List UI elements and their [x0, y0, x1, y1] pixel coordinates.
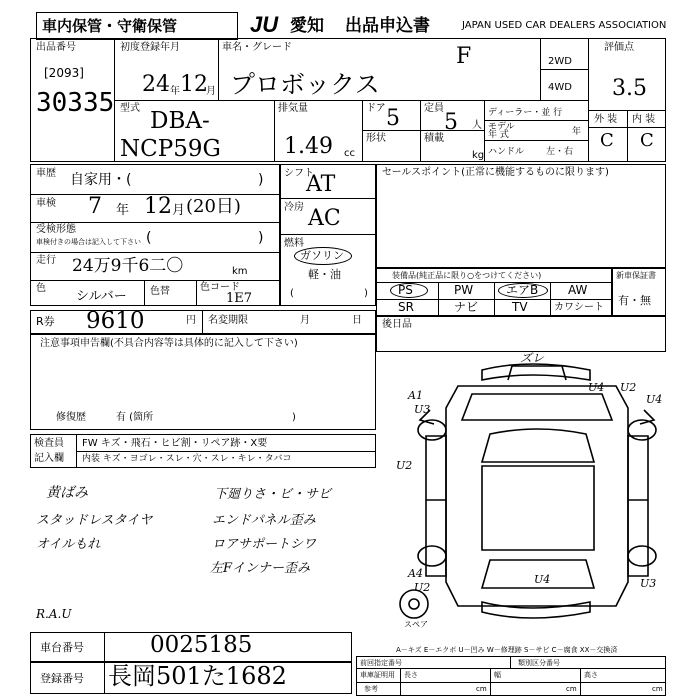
- name-change-label: 名変期限: [208, 315, 248, 326]
- drive-4wd: 4WD: [548, 82, 572, 93]
- equip-pw: PW: [454, 283, 474, 297]
- inspection-label: 車検: [36, 198, 56, 209]
- model-year-label: モデル: [488, 122, 515, 132]
- history-label: 車歴: [36, 168, 56, 179]
- remark-left-1: 黄ばみ: [46, 485, 88, 501]
- inspection-year-unit: 年: [116, 203, 130, 218]
- mileage-unit: km: [232, 266, 248, 277]
- remark-left-2: スタッドレスタイヤ: [36, 513, 153, 528]
- storage-title: 車内保管・守衛保管: [42, 17, 178, 35]
- mark-u2-left: U2: [396, 459, 413, 472]
- equip-tv: TV: [512, 300, 528, 314]
- chassis-value: 0025185: [150, 632, 253, 658]
- mark-a4: A4: [408, 567, 423, 580]
- org-name: 愛知: [290, 16, 324, 36]
- year-label: 年 式: [488, 130, 509, 140]
- inspector-row2: 内装 キズ・ヨゴレ・スレ・穴・スレ・キレ・タバコ: [82, 454, 292, 464]
- color-code-label: 色コード: [200, 282, 240, 293]
- sales-point-block: [376, 164, 666, 268]
- history-block: [30, 164, 280, 306]
- equip-ps: PS: [398, 283, 413, 297]
- inspector-label1: 検査員: [34, 438, 64, 449]
- scratch-label: ズレ: [520, 351, 545, 365]
- inspection-day: (20日): [186, 196, 241, 217]
- dealer-label: ディーラー・並 行: [488, 108, 563, 118]
- recycle-value: 9610: [86, 308, 145, 334]
- capacity-value: 5: [444, 110, 458, 135]
- model-label: 型式: [120, 103, 140, 114]
- width-label: 幅: [494, 671, 501, 679]
- doors-label: ドア: [366, 103, 386, 114]
- ext-label: 外 装: [594, 114, 618, 125]
- equip-navi: ナビ: [454, 300, 479, 314]
- reg-year-unit: 年: [170, 86, 180, 97]
- mark-u3: U3: [414, 403, 431, 416]
- unit-cm-2: cm: [566, 685, 577, 693]
- remark-right-3: ロアサポートシワ: [212, 537, 317, 552]
- ref-label: 参考: [364, 685, 378, 693]
- doc-title: 出品申込書: [345, 16, 430, 36]
- accept-close: ): [258, 230, 264, 246]
- ra-note: R.A.U: [36, 607, 72, 621]
- shape-label: 形状: [366, 133, 386, 144]
- mark-u4-rear: U4: [534, 573, 551, 586]
- equip-sr: SR: [398, 300, 414, 314]
- length-label: 長さ: [404, 671, 418, 679]
- reg-month: 12: [180, 72, 208, 97]
- registration-value: 長岡501た1682: [108, 662, 287, 690]
- spare-label: スペア: [404, 620, 428, 629]
- repair-label: 修復歴: [56, 412, 86, 423]
- int-label: 内 装: [632, 114, 656, 125]
- color-code: 1E7: [226, 291, 253, 306]
- lot-number: 30335: [36, 88, 115, 118]
- height-label: 高さ: [584, 671, 598, 679]
- recycle-unit: 円: [186, 315, 196, 326]
- mark-u2-rear: U2: [414, 581, 431, 594]
- lot-bracket: [2093]: [44, 66, 84, 80]
- handle-options: 左・右: [546, 147, 574, 157]
- capacity-label: 定員: [424, 103, 444, 114]
- equip-airbag: エアB: [506, 283, 539, 297]
- displacement-unit: cc: [344, 148, 355, 159]
- repair-value: 有 (箇所: [116, 412, 154, 423]
- sales-point-label: セールスポイント(正常に機能するものに限ります): [382, 167, 609, 178]
- int-grade: C: [640, 130, 654, 151]
- history-value: 自家用・(: [70, 172, 132, 188]
- accept-open: (: [146, 230, 152, 246]
- name-change-day: 日: [352, 315, 362, 326]
- car-grade: F: [456, 44, 472, 69]
- color-label: 色: [36, 283, 46, 294]
- remark-right-2: エンドパネル歪み: [212, 513, 316, 528]
- year-unit: 年: [572, 127, 582, 137]
- legend-grid: [356, 656, 666, 696]
- reg-year: 24: [142, 72, 170, 97]
- car-name-value: プロボックス: [230, 70, 380, 99]
- unit-cm-1: cm: [476, 685, 487, 693]
- load-unit: kg: [472, 150, 485, 161]
- prev-number-label: 前回指定番号: [360, 659, 402, 667]
- cooling-label: 冷房: [284, 202, 304, 213]
- mark-a1: A1: [408, 389, 423, 402]
- equipment-label: 装備品(純正品に限り○をつけてください): [392, 271, 542, 280]
- accept-label: 受検形態: [36, 224, 76, 235]
- fuel-label: 燃料: [284, 238, 304, 249]
- name-change-month: 月: [300, 315, 310, 326]
- remark-left-3: オイルもれ: [36, 537, 101, 552]
- inspector-label2: 記入欄: [34, 453, 64, 464]
- inspection-month-unit: 月: [172, 203, 186, 218]
- score-label: 評価点: [604, 42, 634, 53]
- remark-right-4: 左Fインナー歪み: [210, 561, 311, 576]
- cooling-value: AC: [308, 206, 341, 231]
- mileage-value: 24万9千6二〇: [72, 256, 184, 276]
- mark-u4-front: U4: [646, 393, 663, 406]
- mark-u2-front: U2: [620, 381, 637, 394]
- equip-aw: AW: [568, 283, 588, 297]
- warranty-value: 有・無: [618, 294, 651, 307]
- remark-right-1: 下廻りさ・ビ・サビ: [214, 487, 332, 502]
- reg-month-unit: 月: [206, 86, 216, 97]
- doors-value: 5: [386, 106, 400, 131]
- chassis-label: 車台番号: [40, 641, 84, 654]
- car-name-label: 車名・グレード: [222, 42, 292, 53]
- fuel-diesel: 軽・油: [308, 268, 341, 281]
- model-line1: DBA-: [150, 108, 210, 134]
- ju-logo: JU: [250, 12, 279, 37]
- registration-label: 登録番号: [40, 672, 84, 685]
- cert-label: 車庫証明用: [360, 671, 395, 679]
- repair-close: ): [292, 412, 296, 423]
- color-value: シルバー: [76, 289, 127, 304]
- fuel-open: (: [290, 288, 294, 299]
- inspection-year: 7: [88, 194, 102, 219]
- fuel-gasoline: ガソリン: [300, 249, 344, 262]
- shift-value: AT: [306, 172, 336, 197]
- recycle-label: R券: [36, 315, 55, 328]
- history-close: ): [258, 172, 264, 188]
- handle-label: ハンドル: [488, 147, 525, 157]
- inspector-row1: FW キズ・飛石・ヒビ割・リペア跡・X要: [82, 438, 268, 449]
- mark-u3-rear: U3: [640, 577, 657, 590]
- assoc-name: JAPAN USED CAR DEALERS ASSOCIATION: [462, 20, 667, 31]
- warranty-label: 新車保証書: [616, 271, 656, 280]
- displacement-label: 排気量: [278, 103, 308, 114]
- accept-note: 車検付きの場合は記入して下さい: [36, 238, 141, 246]
- later-docs-block: [376, 316, 666, 352]
- score-value: 3.5: [612, 76, 647, 101]
- ext-grade: C: [600, 130, 614, 151]
- legend-line: A－キズ E－エクボ U－凹み W－修理跡 S－サビ C－腐食 XX－交換済: [396, 646, 618, 654]
- unit-cm-3: cm: [652, 685, 663, 693]
- capacity-unit: 人: [472, 120, 482, 131]
- load-label: 積載: [424, 133, 444, 144]
- reg-date-label: 初度登録年月: [120, 42, 180, 53]
- color-change-label: 色替: [150, 286, 170, 297]
- mark-u4-front-right: U4: [588, 381, 605, 394]
- fuel-close: ): [364, 288, 368, 299]
- notes-label: 注意事項申告欄(不具合内容等は具体的に記入して下さい): [40, 338, 298, 349]
- equip-leather: カワシート: [554, 302, 604, 313]
- class-number-label: 類別区分番号: [518, 659, 560, 667]
- drive-2wd: 2WD: [548, 56, 572, 67]
- lot-label: 出品番号: [36, 42, 76, 53]
- mileage-label: 走行: [36, 255, 56, 266]
- displacement-value: 1.49: [284, 134, 333, 159]
- recycle-block: [30, 310, 376, 334]
- model-line2: NCP59G: [120, 136, 221, 162]
- inspection-month: 12: [144, 194, 172, 219]
- shift-label: シフト: [284, 168, 314, 179]
- later-docs-label: 後日品: [382, 319, 412, 330]
